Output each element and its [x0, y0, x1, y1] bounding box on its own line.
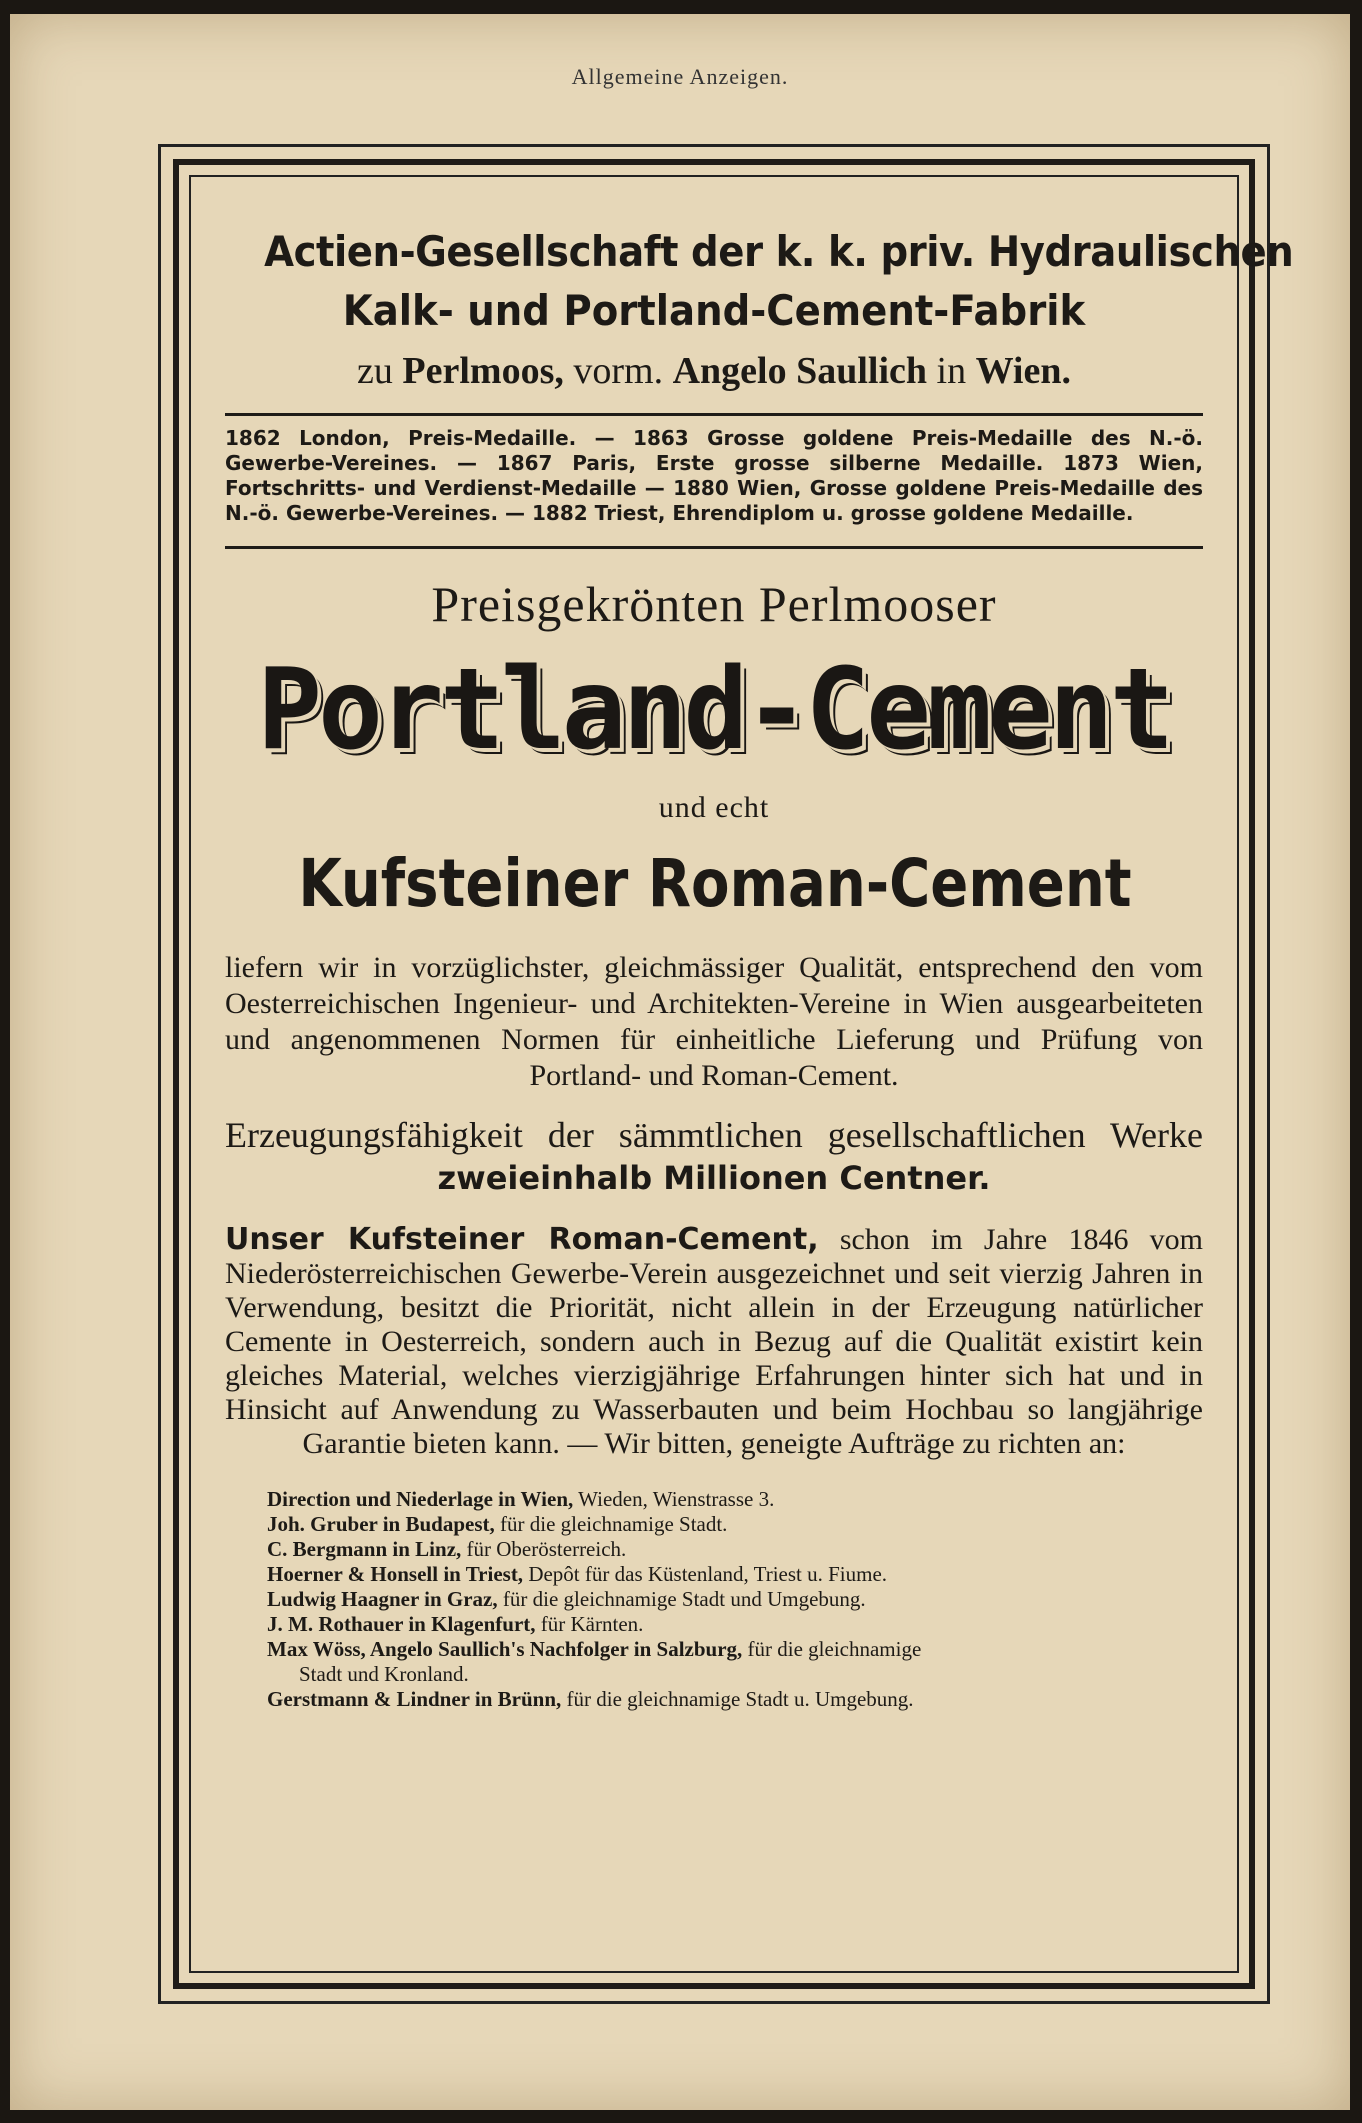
list-item: Hoerner & Honsell in Triest, Depôt für das Küstenland, Triest u. Fiume. [267, 1562, 888, 1586]
list-item: Gerstmann & Lindner in Brünn, für die gleichnamige Stadt u. Umgebung. [267, 1687, 914, 1711]
headline-und-echt: und echt [658, 791, 770, 824]
list-item: Ludwig Haagner in Graz, für die gleichnamige Stadt und Umgebung. [267, 1587, 866, 1611]
list-item: C. Bergmann in Linz, für Oberösterreich. [267, 1537, 627, 1561]
divider [225, 413, 1203, 416]
advert-frame [158, 144, 1294, 2004]
headline-preis: Preisgekrönten Perlmooser [431, 576, 997, 632]
advert-content [225, 207, 1294, 1941]
headline-portland-cement: Portland-Cement [257, 645, 1171, 775]
dealer-list [225, 1487, 1203, 1712]
company-subtitle: Kalk- und Portland-Cement-Fabrik [342, 286, 1086, 335]
list-item: Joh. Gruber in Budapest, für die gleichnamige Stadt. [267, 1512, 728, 1536]
capacity-amount: zweieinhalb Millionen Centner. [437, 1159, 991, 1197]
capacity-statement: Erzeugungsfähigkeit der sämmtlichen gesellschaftlichen Werke zweieinhalb Millionen Centner. [225, 1115, 1203, 1197]
place-name: Perlmoos, [402, 350, 564, 392]
page [10, 14, 1350, 2110]
city-name: Wien. [975, 350, 1071, 392]
owner-name: Angelo Saullich [672, 350, 928, 392]
list-item: Max Wöss, Angelo Saullich's Nachfolger in Salzburg, für die gleichnamige Stadt und Kronland. [267, 1637, 922, 1686]
list-item: Direction und Niederlage in Wien, Wieden, Wienstrasse 3. [267, 1487, 775, 1511]
divider [225, 546, 1203, 549]
company-name: Actien-Gesellschaft der k. k. priv. Hydraulischen [264, 227, 1294, 276]
headline-kufsteiner: Kufsteiner Roman-Cement [298, 845, 1132, 922]
paragraph-lead: Unser Kufsteiner Roman-Cement, [225, 1222, 819, 1257]
paragraph-roman-cement: Unser Kufsteiner Roman-Cement, schon im Jahre 1846 vom Niederösterreichischen Gewerbe-Verein ausgezeichnet und seit vierzig Jahren in Verwendung, besitzt die Priorität, nicht allein in der Erzeugung natürlicher Cemente in Oesterreich, sondern auch in Bezug auf die Qualität existirt kein gleiches Material, welches vierzigjährige Erfahrungen hinter sich hat und in Hinsicht auf Anwendung zu Wasserbauten und beim Hochbau so langjährige Garantie bieten kann. — Wir bitten, geneigte Aufträge zu richten an: [225, 1222, 1204, 1460]
medals-list: 1862 London, Preis-Medaille. — 1863 Grosse goldene Preis-Medaille des N.-ö. Gewerbe-Vereines. — 1867 Paris, Erste grosse silberne Medaille. 1873 Wien, Fortschritts- und Verdienst-Medaille — 1880 Wien, Grosse goldene Preis-Medaille des N.-ö. Gewerbe-Vereines. — 1882 Triest, Ehrendiplom u. grosse goldene Medaille. [225, 426, 1203, 525]
list-item: J. M. Rothauer in Klagenfurt, für Kärnten. [267, 1612, 644, 1636]
company-location: zu Perlmoos, vorm. Angelo Saullich in Wien. [357, 350, 1071, 392]
paragraph-quality: liefern wir in vorzüglichster, gleichmässiger Qualität, entsprechend den vom Oesterreichischen Ingenieur- und Architekten-Vereine in Wien ausgearbeiteten und angenommenen Normen für einheitliche Lieferung und Prüfung von Portland- und Roman-Cement. [225, 951, 1203, 1092]
running-head: Allgemeine Anzeigen. [571, 64, 789, 89]
